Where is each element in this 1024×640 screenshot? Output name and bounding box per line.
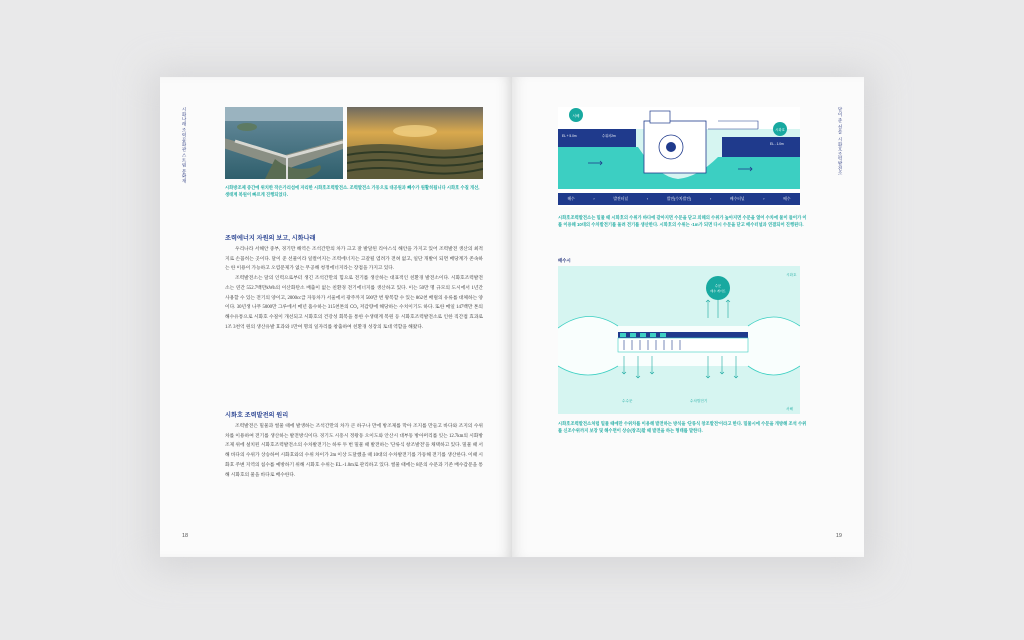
right-runner-sub: 시화호조력발전소: [838, 137, 843, 176]
step-4: 배수터널: [729, 196, 745, 201]
paragraph: 조력발전은 밀물과 썰물 때에 발생하는 조석간만의 차가 큰 하구나 만에 방조제를 막아 조지를 만들고 바다와 조지의 수위차를 이용하여 전기를 생산하는 발전방식이다. 경기도 시흥시 정왕동 오이도와 안산시 대부동 방아머리를 잇는 12.7km의 시화방조제 위에 설치된 시화호조력발전소의 수차발전기는 하루 두 번 밀물 때 발전하는 '단류식 창조발전'을 채택하고 있다. 밀물 때 서해 바다의 수위가 상승하여 시화호와의 수위 차이가 2m 이상 도달했을 때 10대의 수차발전기를 가동해 전기를 생산한다. 이때 시화호 주변 지역의 침수를 예방하기 위해 시화호 수위는 EL.-1.0m로 관리하고 있다. 썰물 때에는 8문의 수문과 기존 배수갑문을 통해 시화호의 물을 바다로 배수한다.: [225, 424, 483, 478]
step-arrow-icon: ›: [709, 197, 712, 201]
bottom-right-label: 서해: [786, 407, 793, 411]
badge-lake-text: 시화호: [775, 128, 785, 132]
step-arrow-icon: ›: [646, 197, 648, 201]
top-diagram-caption: 시화호조력발전소는 밀물 때 시화호의 수위가 바다에 같아지면 수문을 닫고 외해의 수위가 높아지면 수문을 열어 수차에 물이 들어가 이를 이용해 10대의 수차발전기를 돌려 전기를 생산한다. 시화호의 수위는 -1m가 되면 다시 수문을 닫고 배수터널과 연결되어 진행된다.: [558, 215, 807, 227]
step-1: 해수: [567, 196, 575, 201]
process-steps-bar: [558, 193, 800, 205]
left-runner-title: 시화나래 조력문화관: [182, 107, 187, 152]
drainage-plan-diagram: [558, 266, 800, 414]
level-left2-text: 수위차2m: [602, 134, 616, 138]
bottom-diagram-caption: 시화호조력발전소처럼 밀물 때에만 수위차를 이용해 발전하는 방식을 '단류식 창조발전'이라고 한다. 밀물시에 수문을 개방해 조석 수위를 신조수위까지 보장 및 해수면이 상승(창조)할 때 발전을 하는 형태를 말한다.: [558, 421, 807, 433]
tidal-flat-sunset-photo: [347, 107, 483, 179]
level-right-text: EL - 1.0m: [770, 142, 784, 146]
step-3: 발전(수차발전): [666, 196, 692, 201]
bridge-aerial-photo: [225, 107, 343, 179]
bottom-diagram-label: 배수시: [558, 258, 571, 263]
section-body-principle: [225, 422, 483, 480]
section-body-resources: [225, 245, 483, 332]
bottom-left-label: 수수문: [622, 399, 633, 403]
badge-sea-text: 서해: [572, 114, 580, 118]
page-number: 19: [835, 533, 842, 539]
paragraph: 우리나라 서해안 중부, 경기만 해역은 조석간만의 차가 크고 잘 발달된 리아스식 해안을 가지고 있어 조력발전 생산의 최적지로 손꼽히는 곳이다. 달이 준 선물이라 일컬어지는 조력에너지는 고갈될 염려가 전혀 없고, 일단 개발이 되면 배당계가 존속하는 한 이용이 가능하고 오염문제가 없는 무공해 청정에너지라는 장점을 가지고 있다.: [225, 247, 483, 272]
photo-caption: 시화방조제 중간에 위치한 작은가리섬에 자리한 시화호조력발전소. 조력발전소 가동으로 대공원과 빼수가 원활히됩니다 시화호 수질 개선, 생태계 복원이 빠르게 진행되었다.: [225, 185, 480, 197]
left-page: [160, 77, 512, 557]
right-page: [512, 77, 864, 557]
section-title-principle: 시화호 조력발전의 원리: [225, 412, 289, 419]
section-title-resources: 조력에너지 자원의 보고, 시화나래: [225, 235, 316, 242]
bottom-mid-label: 수차발전기: [690, 399, 708, 403]
page-number: 18: [182, 533, 189, 539]
right-runner-title: 달이 준 선물: [838, 107, 843, 135]
paragraph: 조력발전소는 달의 인력으로부터 생긴 조석간만의 힘으로 전기를 생산하는 대표적인 친환경 발전소이다. 시화호조력발전소는 연간 552.7백만kWh의 이산화탄소 배출이 없는 친환경 전기에너지를 생산하고 있다. 이는 50만 명 규모의 도시에서 1년간 사용할 수 있는 전기의 양이고, 2000cc급 자동차가 서울에서 광주까지 500만 번 왕복할 수 있는 862천 배럴의 유류를 대체하는 양이다. 30년생 나무 5000만 그루에서 매년 흡수하는 315천톤의 CO₂ 저감량에 해당하는 수치이기도 하다. 또한 매일 147백만 톤의 해수유통으로 시화호 수질이 개선되고 시화호의 건강성 회복을 통한 수생태계 복원 등 시화호조력발전소로 인한 직간접 효과로 1조 3천억 원의 생산유발 효과와 1만여 명의 일자리를 창출하여 친환경 성장의 토대 역할을 해왔다.: [225, 276, 483, 330]
level-left-text: EL + 5.0m: [562, 134, 577, 138]
gate-circle-text2: 배수 게이트: [710, 289, 726, 293]
step-5: 배수: [783, 196, 791, 201]
step-arrow-icon: ›: [763, 197, 765, 201]
step-2: 발전터널: [613, 196, 629, 201]
tidal-plant-cross-section-diagram: [558, 107, 800, 207]
step-arrow-icon: ›: [593, 197, 595, 201]
gate-circle-badge: [706, 276, 730, 300]
gate-circle-text1: 수문: [714, 284, 722, 288]
left-runner-sub: 스트림 문화재: [182, 153, 187, 184]
lake-label: 시화호: [786, 273, 797, 277]
